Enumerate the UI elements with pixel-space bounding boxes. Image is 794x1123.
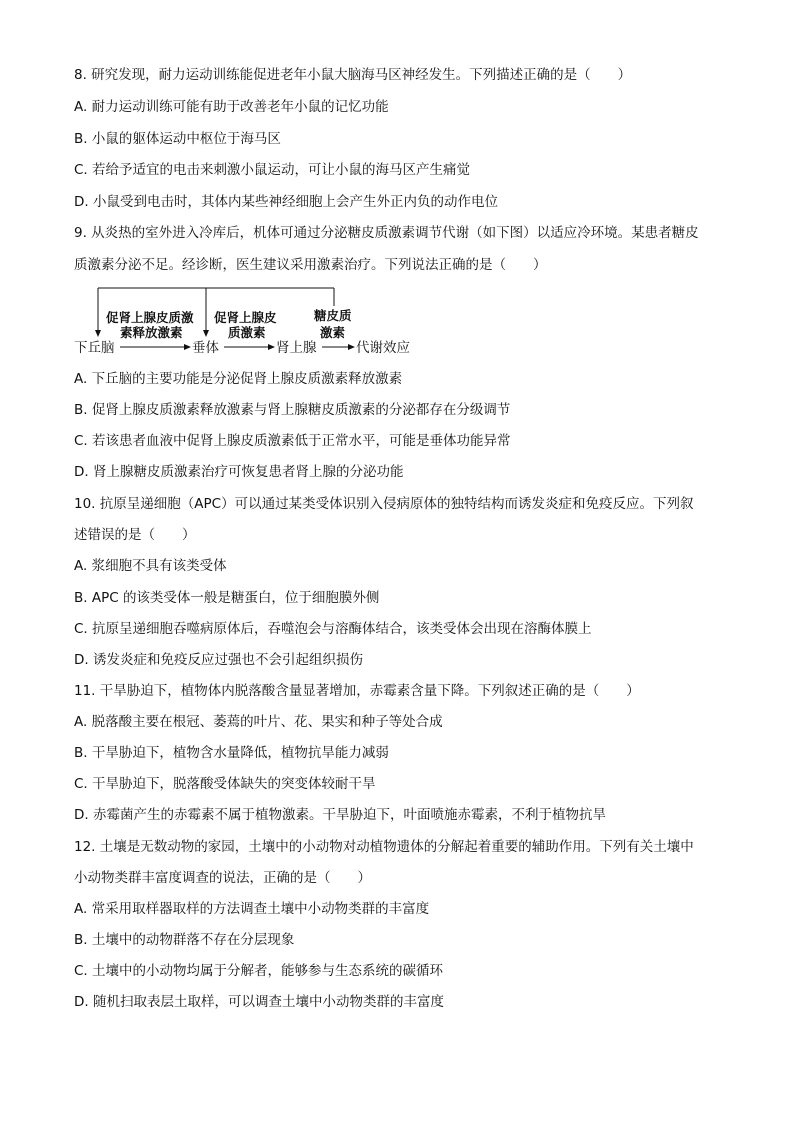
q9-option-a: A. 下丘脑的主要功能是分泌促肾上腺皮质激素释放激素 (74, 371, 403, 387)
label-gc-line1: 糖皮质 (314, 308, 352, 323)
q11-stem: 11. 干旱胁迫下，植物体内脱落酸含量显著增加，赤霉素含量下降。下列叙述正确的是（ ） (74, 683, 640, 699)
q10-stem-line2: 述错误的是（ ） (74, 527, 196, 543)
q9-stem-line1: 9. 从炎热的室外进入冷库后，机体可通过分泌糖皮质激素调节代谢（如下图）以适应冷环境。某患者糖皮 (74, 225, 699, 241)
q10-option-c: C. 抗原呈递细胞吞噬病原体后，吞噬泡会与溶酶体结合，该类受体会出现在溶酶体膜上 (74, 621, 592, 637)
q12-option-d: D. 随机扫取表层土取样，可以调查土壤中小动物类群的丰富度 (74, 994, 444, 1010)
q10-option-a: A. 浆细胞不具有该类受体 (74, 558, 227, 574)
label-crh-line1: 促肾上腺皮质激 (106, 310, 194, 325)
node-hypothalamus: 下丘脑 (74, 340, 115, 356)
q11-option-d: D. 赤霉菌产生的赤霉素不属于植物激素。干旱胁迫下，叶面喷施赤霉素，不利于植物抗旱 (74, 807, 606, 823)
q8-option-a: A. 耐力运动训练可能有助于改善老年小鼠的记忆功能 (74, 99, 389, 115)
node-pituitary: 垂体 (192, 340, 219, 356)
node-adrenal: 肾上腺 (276, 340, 317, 356)
q9-option-d: D. 肾上腺糖皮质激素治疗可恢复患者肾上腺的分泌功能 (74, 464, 404, 480)
label-acth-line2: 质激素 (228, 325, 266, 340)
q12-stem-line2: 小动物类群丰富度调查的说法，正确的是（ ） (74, 870, 371, 886)
q8-option-b: B. 小鼠的躯体运动中枢位于海马区 (74, 131, 281, 147)
q10-option-d: D. 诱发炎症和免疫反应过强也不会引起组织损伤 (74, 652, 363, 668)
q9-option-c: C. 若该患者血液中促肾上腺皮质激素低于正常水平，可能是垂体功能异常 (74, 433, 511, 449)
q11-option-c: C. 干旱胁迫下，脱落酸受体缺失的突变体较耐干旱 (74, 776, 376, 792)
q8-stem: 8. 研究发现，耐力运动训练能促进老年小鼠大脑海马区神经发生。下列描述正确的是（ ） (74, 67, 632, 83)
q12-stem-line1: 12. 土壤是无数动物的家园，土壤中的小动物对动植物遗体的分解起着重要的辅助作用。下列有关土壤中 (74, 839, 694, 855)
q12-option-b: B. 土壤中的动物群落不存在分层现象 (74, 932, 295, 948)
q8-option-c: C. 若给予适宜的电击来刺激小鼠运动，可让小鼠的海马区产生痛觉 (74, 162, 471, 178)
q9-option-b: B. 促肾上腺皮质激素释放激素与肾上腺糖皮质激素的分泌都存在分级调节 (74, 402, 511, 418)
label-crh-line2: 素释放激素 (120, 325, 183, 340)
q9-stem-line2: 质激素分泌不足。经诊断，医生建议采用激素治疗。下列说法正确的是（ ） (74, 257, 547, 273)
q11-option-b: B. 干旱胁迫下，植物含水量降低，植物抗旱能力减弱 (74, 745, 389, 761)
q10-stem-line1: 10. 抗原呈递细胞（APC）可以通过某类受体识别入侵病原体的独特结构而诱发炎症和免疫反应。下列叙 (74, 496, 694, 512)
node-metabolic-effect: 代谢效应 (356, 340, 410, 356)
q12-option-c: C. 土壤中的小动物均属于分解者，能够参与生态系统的碳循环 (74, 963, 444, 979)
q8-option-d: D. 小鼠受到电击时，其体内某些神经细胞上会产生外正内负的动作电位 (74, 194, 498, 210)
q11-option-a: A. 脱落酸主要在根冠、萎蔫的叶片、花、果实和种子等处合成 (74, 714, 443, 730)
label-gc-line2: 激素 (320, 325, 346, 340)
q12-option-a: A. 常采用取样器取样的方法调查土壤中小动物类群的丰富度 (74, 901, 430, 917)
label-acth-line1: 促肾上腺皮 (214, 310, 277, 325)
q10-option-b: B. APC 的该类受体一般是糖蛋白，位于细胞膜外侧 (74, 590, 380, 606)
hormone-regulation-diagram (72, 284, 432, 362)
